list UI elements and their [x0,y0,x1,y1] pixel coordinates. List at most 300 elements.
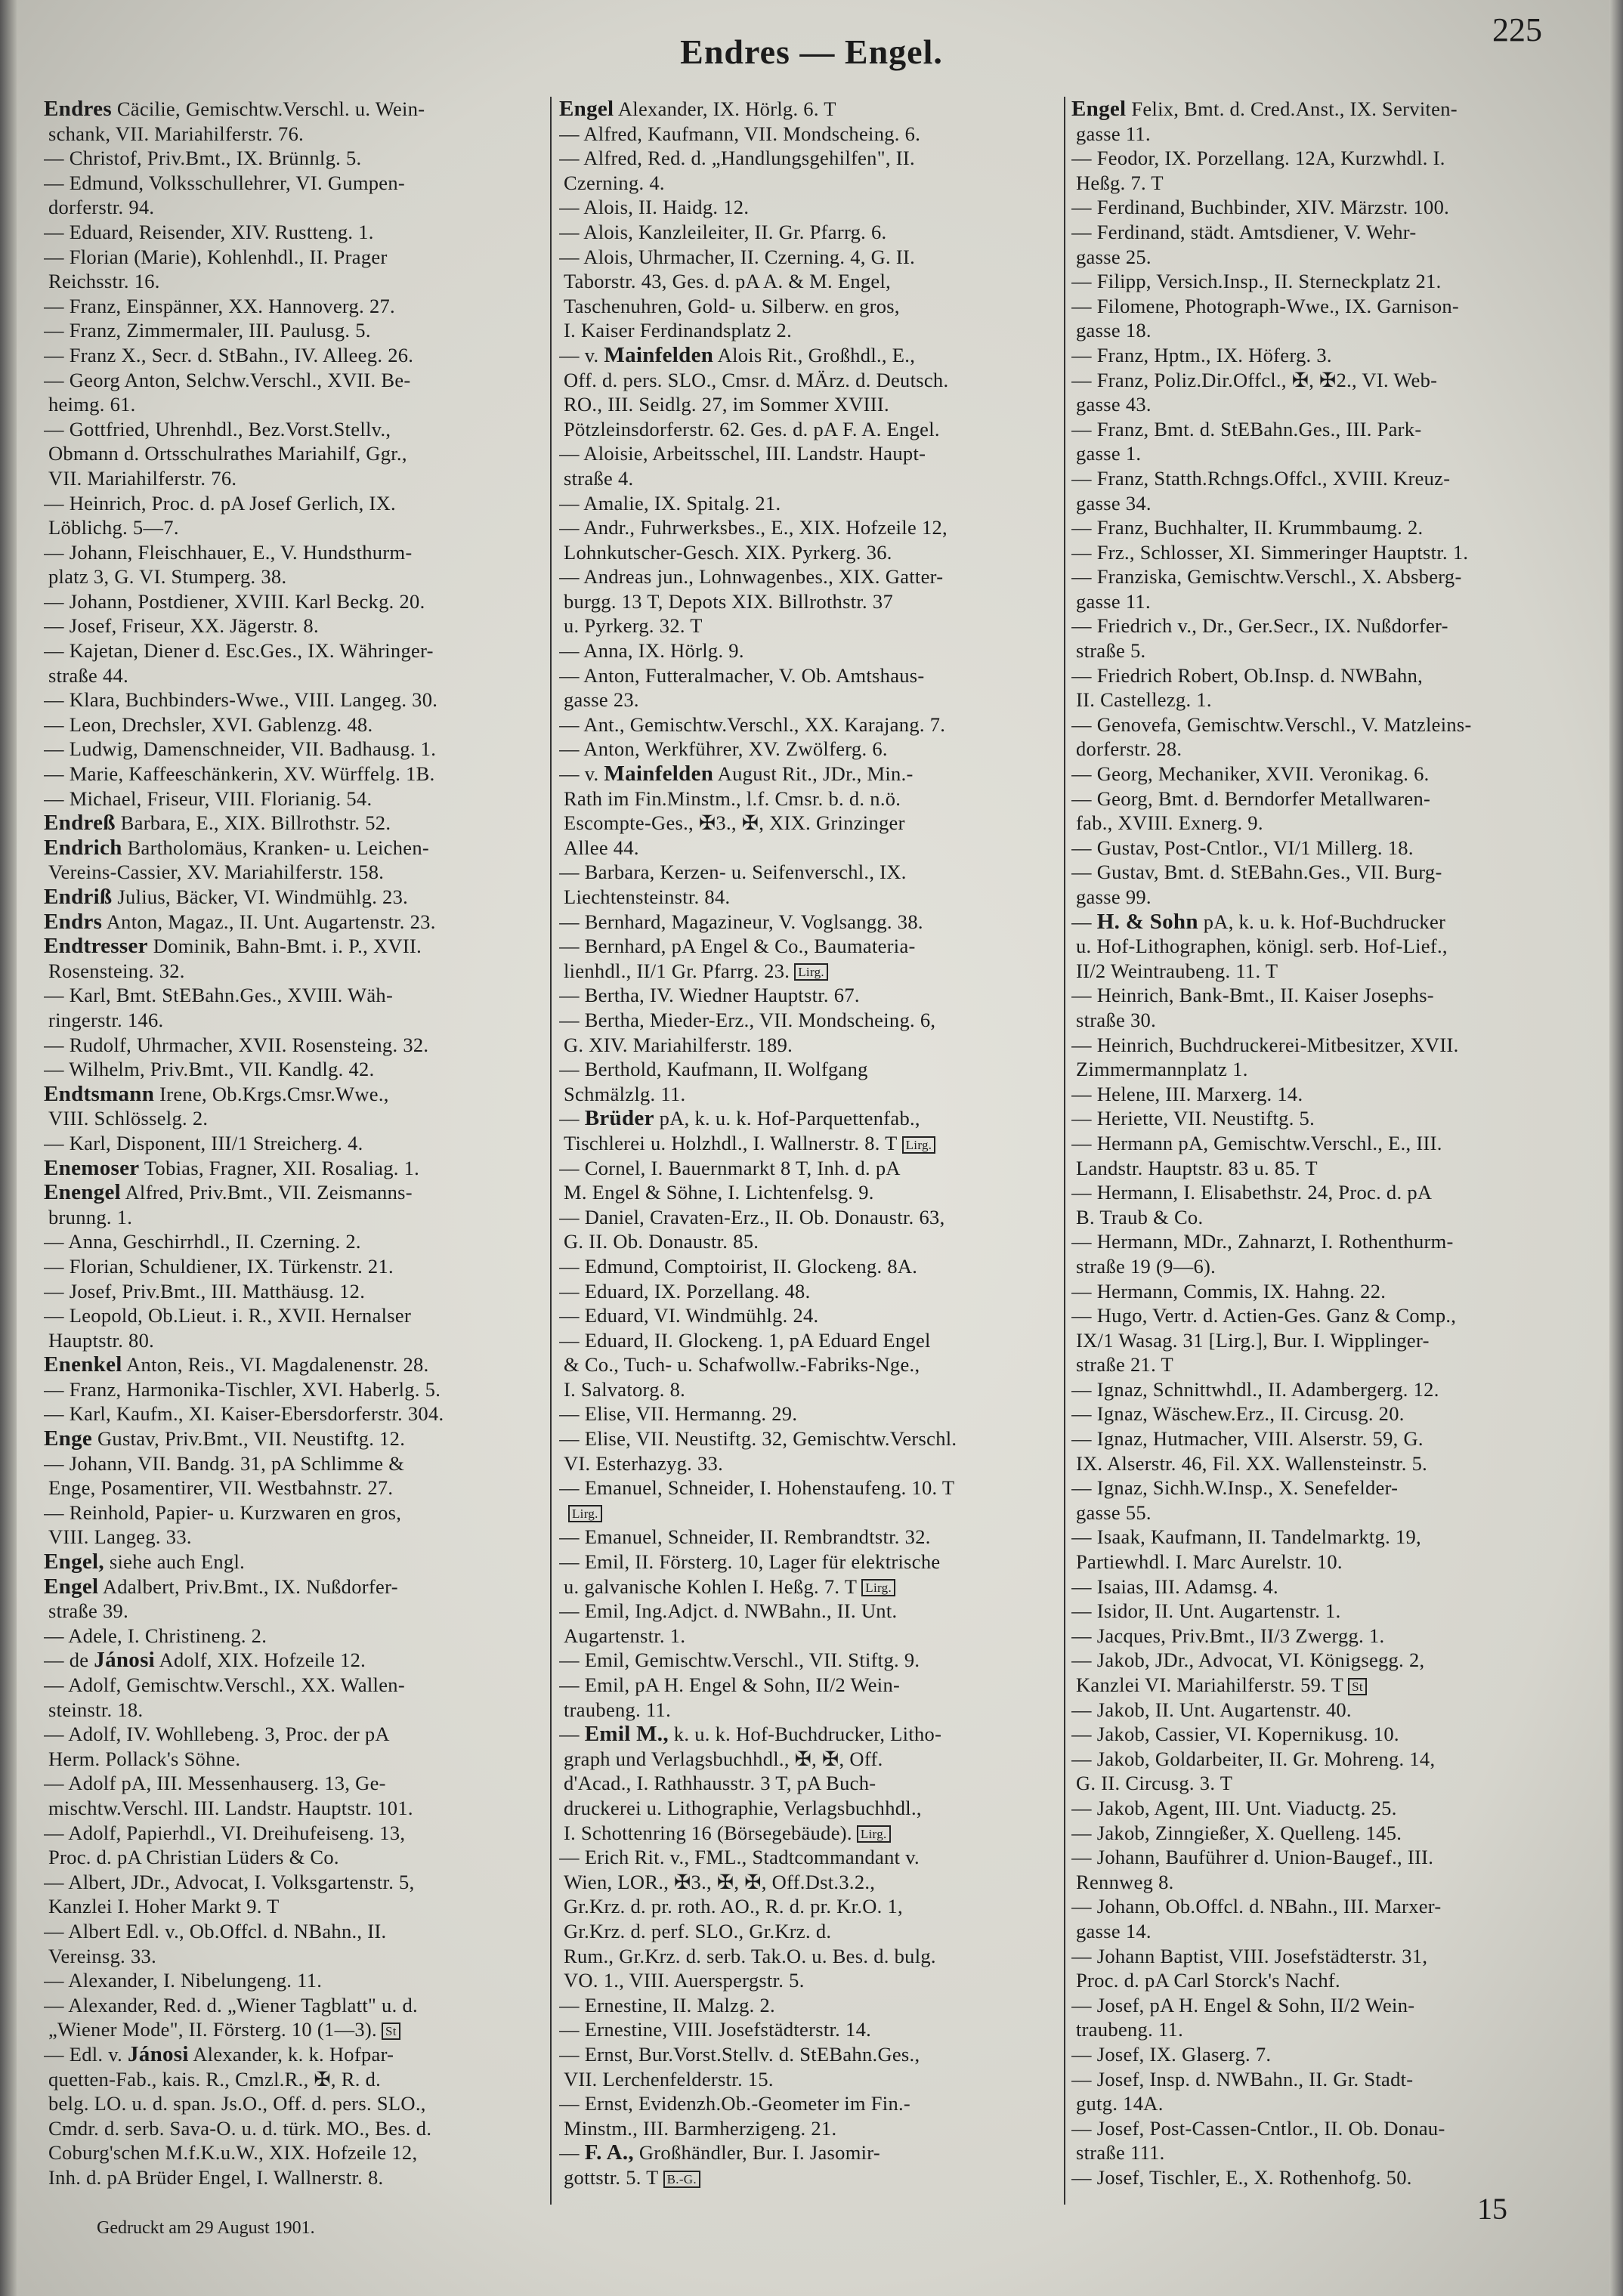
entry-text: VII. Mariahilferstr. 76. [48,466,237,490]
entry-text: — Johann, Bauführer d. Union-Baugef., III. [1071,1846,1434,1869]
entry-text: Dominik, Bahn-Bmt. i. P., XVII. [147,935,422,958]
directory-line [559,638,1062,663]
directory-line [44,1156,546,1181]
directory-line [1071,1401,1578,1426]
directory-line [1071,515,1578,540]
directory-line [44,1106,546,1131]
entry-text: — Franz, Poliz.Dir.Offcl., ✠, ✠2., VI. Web- [1071,368,1438,391]
entry-text: Anton, Magaz., II. Unt. Augartenstr. 23. [102,910,436,933]
entry-text: — Jakob, II. Unt. Augartenstr. 40. [1071,1698,1352,1721]
entry-text: u. galvanische Kohlen I. Heßg. 7. T [564,1574,858,1598]
entry-text: VO. 1., VIII. Auerspergstr. 5. [564,1969,805,1992]
column-divider [550,97,552,2205]
entry-text: August Rit., JDr., Min.- [713,762,914,786]
entry-text: Rosensteing. 32. [48,959,185,982]
directory-line [44,959,546,984]
directory-line [1071,786,1578,811]
directory-line [559,959,1062,984]
directory-line [44,836,546,861]
directory-line [44,417,546,442]
directory-line [1071,564,1578,589]
entry-prefix: — [559,2141,585,2165]
directory-line [559,983,1062,1008]
directory-line [559,245,1062,270]
entry-text: dorferstr. 94. [48,196,155,219]
directory-line [559,1254,1062,1279]
directory-line [44,2116,546,2141]
entry-text: — Albert Edl. v., Ob.Offcl. d. NBahn., II. [44,1919,387,1942]
directory-line [44,1131,546,1156]
directory-line [1071,368,1578,393]
surname-heading: Enemoser [44,1155,140,1180]
directory-line [44,1279,546,1304]
directory-line [1071,466,1578,491]
entry-text: — Anton, Werkführer, XV. Zwölferg. 6. [559,737,888,761]
directory-line [559,1279,1062,1304]
entry-text: pA, k. u. k. Hof-Buchdrucker [1198,910,1446,933]
category-mark: Lirg. [568,1505,602,1522]
directory-line [44,564,546,589]
directory-line [1071,860,1578,885]
entry-text: Enge, Posamentirer, VII. Westbahnstr. 27. [48,1476,394,1500]
directory-line [559,1451,1062,1476]
directory-line [1071,146,1578,171]
directory-line [1071,811,1578,836]
directory-line [559,97,1062,122]
directory-line [559,1968,1062,1993]
directory-line [1071,2165,1578,2190]
directory-line [1071,836,1578,861]
surname-heading: Engel [559,97,614,121]
entry-text: — Florian, Schuldiener, IX. Türkenstr. 21. [44,1254,394,1278]
entry-text: Rennweg 8. [1076,1870,1174,1893]
directory-line [44,318,546,343]
entry-text: IX. Alserstr. 46, Fil. XX. Wallensteinstr. 5. [1076,1451,1428,1475]
entry-text: — Franz X., Secr. d. StBahn., IV. Alleeg. 26. [44,343,414,366]
entry-text: — Ernestine, VIII. Josefstädterstr. 14. [559,2018,872,2041]
page-number: 225 [1492,11,1542,48]
directory-line [44,146,546,171]
entry-text: Czerning. 4. [564,171,665,194]
entry-text: — Emanuel, Schneider, II. Rembrandtstr. 32. [559,1525,931,1549]
entry-text: — Jacques, Priv.Bmt., II/3 Zwergg. 1. [1071,1624,1385,1647]
entry-text: u. Hof-Lithographen, königl. serb. Hof-Lief., [1076,935,1448,958]
entry-text: straße 44. [48,663,129,687]
directory-line [44,1401,546,1426]
directory-line [559,910,1062,935]
directory-line [559,1747,1062,1772]
entry-text: — Georg Anton, Selchw.Verschl., XVII. Be- [44,368,411,391]
directory-line [44,515,546,540]
entry-text: Alois Rit., Großhdl., E., [713,343,916,366]
directory-line [559,195,1062,220]
directory-line [1071,613,1578,638]
directory-line [1071,1476,1578,1500]
directory-line [1071,1648,1578,1673]
entry-text: — Adolf, Papierhdl., VI. Dreihufeiseng. 13, [44,1821,406,1844]
directory-line [559,1033,1062,1058]
directory-line [1071,2116,1578,2141]
entry-text: — Josef, Tischler, E., X. Rothenhofg. 50. [1071,2165,1412,2189]
directory-line [44,392,546,417]
entry-text: — Barbara, Kerzen- u. Seifenverschl., IX. [559,861,907,884]
directory-line [44,97,546,122]
directory-line [1071,1082,1578,1107]
entry-text: VII. Lerchenfelderstr. 15. [564,2067,774,2091]
entry-text: druckerei u. Lithographie, Verlagsbuchhdl., [564,1796,922,1819]
surname-heading: Endtresser [44,934,148,959]
entry-text: — Emil, Gemischtw.Verschl., VII. Stiftg. 9. [559,1649,920,1672]
directory-line [44,2067,546,2092]
entry-text: quetten-Fab., kais. R., Cmzl.R., ✠, R. d. [48,2067,382,2091]
entry-text: — Michael, Friseur, VIII. Florianig. 54. [44,786,373,810]
entry-text: — Andreas jun., Lohnwagenbes., XIX. Gatter- [559,565,944,589]
directory-line [559,441,1062,466]
entry-prefix: — Edl. v. [44,2042,128,2066]
directory-line [1071,885,1578,910]
directory-line [559,146,1062,171]
entry-text: — Franziska, Gemischtw.Verschl., X. Absberg- [1071,565,1462,589]
entry-text: — Heinrich, Buchdruckerei-Mitbesitzer, XVII. [1071,1033,1459,1056]
directory-line [44,1303,546,1328]
surname-heading: Endreß [44,811,116,836]
category-mark: Lirg. [794,963,828,981]
entry-text: — Ernestine, II. Malzg. 2. [559,1993,775,2016]
entry-text: straße 21. T [1076,1353,1173,1377]
entry-text: — Franz, Zimmermaler, III. Paulusg. 5. [44,319,371,342]
directory-line [44,2140,546,2165]
directory-line [559,2140,1062,2165]
entry-text: graph und Verlagsbuchhdl., ✠, ✠, Off. [564,1747,883,1770]
entry-text: — Heinrich, Proc. d. pA Josef Gerlich, IX. [44,491,396,515]
directory-line [44,1993,546,2018]
entry-text: — Bernhard, Magazineur, V. Voglsangg. 38. [559,910,923,933]
entry-text: — Daniel, Cravaten-Erz., II. Ob. Donaustr. 63, [559,1205,945,1228]
entry-text: brunng. 1. [48,1205,133,1228]
directory-line [1071,392,1578,417]
directory-line [559,589,1062,614]
directory-line [44,1747,546,1772]
directory-line [1071,1451,1578,1476]
entry-prefix: — v. [559,343,604,366]
entry-text: — Ignaz, Sichh.W.Insp., X. Senefelder- [1071,1476,1399,1500]
entry-text: — Bernhard, pA Engel & Co., Baumateria- [559,935,916,958]
entry-text: — Albert, JDr., Advocat, I. Volksgartenstr. 5, [44,1870,415,1893]
directory-line [44,1205,546,1230]
entry-text: — Alois, Uhrmacher, II. Czerning. 4, G. II. [559,245,916,268]
directory-line [559,1426,1062,1451]
directory-line [559,1648,1062,1673]
directory-line [44,1821,546,1846]
directory-line [559,1205,1062,1230]
directory-line [44,688,546,712]
entry-text: Cmdr. d. serb. Sava-O. u. d. türk. MO., Bes. d. [48,2116,432,2140]
entry-text: Augartenstr. 1. [564,1624,686,1647]
entry-text: Herm. Pollack's Söhne. [48,1747,241,1770]
entry-text: Irene, Ob.Krgs.Cmsr.Wwe., [154,1082,389,1105]
directory-line [44,663,546,688]
entry-text: — Karl, Disponent, III/1 Streicherg. 4. [44,1131,363,1154]
entry-text: — Johann, Postdiener, XVIII. Karl Beckg. 20. [44,589,425,613]
entry-text: — Josef, Priv.Bmt., III. Matthäusg. 12. [44,1279,366,1303]
directory-line [559,1993,1062,2018]
entry-text: — Friedrich v., Dr., Ger.Secr., IX. Nußdorfer- [1071,614,1448,638]
entry-text: II/2 Weintraubeng. 11. T [1076,959,1278,982]
directory-line [1071,220,1578,245]
directory-line [44,1599,546,1624]
directory-line [559,515,1062,540]
directory-column-3 [1071,97,1578,2189]
directory-line [559,1131,1062,1156]
directory-line [1071,491,1578,516]
directory-line [1071,269,1578,294]
directory-line [1071,934,1578,959]
directory-line [44,1894,546,1919]
directory-line [559,2116,1062,2141]
entry-text: — Aloisie, Arbeitsschel, III. Landstr. Haupt- [559,442,926,465]
directory-line [559,1599,1062,1624]
entry-prefix: — de [44,1649,94,1672]
entry-text: — Kajetan, Diener d. Esc.Ges., IX. Währinger- [44,639,434,663]
directory-line [1071,318,1578,343]
directory-line [44,1698,546,1723]
entry-text: — Johann, Ob.Offcl. d. NBahn., III. Marxer- [1071,1895,1442,1918]
category-mark: Lirg. [857,1825,891,1843]
directory-line [559,712,1062,737]
entry-text: — Leon, Drechsler, XVI. Gablenzg. 48. [44,712,373,736]
entry-text: Vereins-Cassier, XV. Mariahilferstr. 158. [48,861,385,884]
entry-text: Taborstr. 43, Ges. d. pA A. & M. Engel, [564,270,892,293]
surname-heading: Brüder [584,1106,654,1131]
directory-line [559,885,1062,910]
entry-text: Kanzlei VI. Mariahilferstr. 59. T [1076,1673,1344,1696]
directory-line [44,1476,546,1500]
entry-text: „Wiener Mode", II. Försterg. 10 (1—3). [48,2018,377,2041]
entry-text: gasse 43. [1076,393,1152,416]
directory-line [559,663,1062,688]
directory-line [559,1106,1062,1131]
directory-line [44,1180,546,1205]
directory-line [44,1377,546,1402]
column-divider [1064,97,1065,2205]
entry-text: Landstr. Hauptstr. 83 u. 85. T [1076,1156,1318,1179]
entry-text: B. Traub & Co. [1076,1205,1204,1228]
directory-line [1071,1205,1578,1230]
entry-text: — Ignaz, Hutmacher, VIII. Alserstr. 59, G. [1071,1427,1424,1451]
directory-line [559,1156,1062,1181]
entry-text: gasse 1. [1076,442,1142,465]
entry-text: — Christof, Priv.Bmt., IX. Brünnlg. 5. [44,147,362,170]
entry-text: — Cornel, I. Bauernmarkt 8 T, Inh. d. pA [559,1156,901,1179]
entry-text: — Reinhold, Papier- u. Kurzwaren en gros, [44,1500,402,1524]
directory-line [1071,1328,1578,1353]
directory-line [559,171,1062,196]
entry-text: mischtw.Verschl. III. Landstr. Hauptstr. 101. [48,1796,413,1819]
entry-text: Taschenuhren, Gold- u. Silberw. en gros, [564,294,900,317]
directory-line [44,934,546,959]
directory-line [1071,1993,1578,2018]
entry-text: — Hermann pA, Gemischtw.Verschl., E., III. [1071,1131,1442,1154]
surname-heading: Mainfelden [604,342,714,367]
entry-text: Alexander, k. k. Hofpar- [188,2042,394,2066]
entry-text: — Emanuel, Schneider, I. Hohenstaufeng. 10. T [559,1476,955,1500]
entry-text: gottstr. 5. T [564,2165,659,2189]
entry-text: — Adele, I. Christineng. 2. [44,1624,267,1647]
entry-text: — Josef, IX. Glaserg. 7. [1071,2042,1272,2066]
entry-text: — Friedrich Robert, Ob.Insp. d. NWBahn, [1071,663,1424,687]
entry-text: pA, k. u. k. Hof-Parquettenfab., [654,1107,920,1130]
entry-text: G. XIV. Mariahilferstr. 189. [564,1033,793,1056]
directory-line [44,441,546,466]
entry-text: — Hermann, I. Elisabethstr. 24, Proc. d. pA [1071,1181,1433,1204]
entry-text: — Eduard, Reisender, XIV. Rustteng. 1. [44,220,374,243]
directory-line [1071,171,1578,196]
entry-text: — Alois, II. Haidg. 12. [559,196,750,219]
directory-line [44,1082,546,1107]
entry-text: gasse 25. [1076,245,1152,268]
entry-text: — Heinrich, Bank-Bmt., II. Kaiser Josephs- [1071,984,1434,1007]
entry-text: — Johann, VII. Bandg. 31, pA Schlimme & [44,1451,405,1475]
entry-text: — Jakob, Cassier, VI. Kopernikusg. 10. [1071,1723,1399,1746]
directory-line [44,1673,546,1698]
entry-text: G. II. Ob. Donaustr. 85. [564,1230,759,1253]
entry-text: gasse 11. [1076,122,1151,145]
directory-line [559,1057,1062,1082]
directory-line [44,1550,546,1574]
entry-text: Bartholomäus, Kranken- u. Leichen- [122,836,430,859]
entry-text: — Franz, Buchhalter, II. Krummbaumg. 2. [1071,516,1424,539]
entry-text: Kanzlei I. Hoher Markt 9. T [48,1895,280,1918]
entry-text: gasse 55. [1076,1500,1152,1524]
directory-line [44,466,546,491]
entry-text: Alfred, Priv.Bmt., VII. Zeismanns- [121,1181,413,1204]
entry-text: — Filipp, Versich.Insp., II. Sterneckplatz 21. [1071,270,1442,293]
entry-text: — Emil, II. Försterg. 10, Lager für elektrische [559,1550,941,1574]
entry-text: I. Salvatorg. 8. [564,1377,686,1401]
entry-text: — Johann Baptist, VIII. Josefstädterstr. 31, [1071,1944,1428,1967]
entry-text: heimg. 61. [48,393,136,416]
entry-text: schank, VII. Mariahilferstr. 76. [48,122,305,145]
entry-text: straße 19 (9—6). [1076,1254,1216,1278]
directory-line [1071,2017,1578,2042]
surname-heading: Jánosi [127,2041,189,2066]
entry-text: — Ferdinand, städt. Amtsdiener, V. Wehr- [1071,220,1417,243]
entry-text: — Alexander, Red. d. „Wiener Tagblatt" u. d. [44,1993,418,2016]
entry-text: Cäcilie, Gemischtw.Verschl. u. Wein- [111,97,425,120]
surname-heading: Engel, [44,1550,104,1574]
directory-line [1071,712,1578,737]
entry-text: gasse 14. [1076,1919,1152,1942]
directory-line [559,2091,1062,2116]
entry-text: RO., III. Seidlg. 27, im Sommer XVIII. [564,393,889,416]
directory-line [1071,441,1578,466]
entry-text: — Wilhelm, Priv.Bmt., VII. Kandlg. 42. [44,1058,375,1081]
directory-line [44,762,546,786]
entry-text: — Erich Rit. v., FML., Stadtcommandant v. [559,1846,920,1869]
entry-prefix: — [559,1107,585,1130]
directory-line [44,1919,546,1944]
entry-text: & Co., Tuch- u. Schafwollw.-Fabriks-Nge., [564,1353,920,1377]
entry-text: gasse 23. [564,688,639,712]
entry-text: belg. LO. u. d. span. Js.O., Off. d. pers. SLO., [48,2092,426,2115]
entry-text: Felix, Bmt. d. Cred.Anst., IX. Serviten- [1126,97,1458,120]
directory-line [44,811,546,836]
directory-line [44,1574,546,1599]
entry-text: Obmann d. Ortsschulrathes Mariahilf, Ggr., [48,442,407,465]
entry-text: Wien, LOR., ✠3., ✠, ✠, Off.Dst.3.2., [564,1870,876,1893]
directory-line [1071,1919,1578,1944]
entry-text: fab., XVIII. Exnerg. 9. [1076,811,1263,835]
directory-line [1071,195,1578,220]
entry-text: IX/1 Wasag. 31 [Lirg.], Bur. I. Wipplinger- [1076,1328,1430,1352]
directory-line [559,1821,1062,1846]
category-mark: B.-G. [663,2171,700,2188]
entry-text: siehe auch Engl. [104,1550,246,1574]
surname-heading: Endrich [44,835,122,860]
directory-line [44,737,546,762]
entry-text: Minstm., III. Barmherzigeng. 21. [564,2116,837,2140]
directory-line [1071,1500,1578,1525]
surname-heading: F. A., [584,2140,634,2165]
directory-line [44,1968,546,1993]
entry-text: — Franz, Statth.Rchngs.Offcl., XVIII. Kreuz- [1071,466,1451,490]
directory-line [1071,1254,1578,1279]
directory-line [1071,1624,1578,1649]
entry-text: — Florian (Marie), Kohlenhdl., II. Prager [44,245,388,268]
directory-line [559,1624,1062,1649]
directory-line [559,1574,1062,1599]
entry-text: — Berthold, Kaufmann, II. Wolfgang [559,1058,868,1081]
directory-line [1071,1574,1578,1599]
sheet-signature: 15 [1477,2192,1507,2226]
directory-line [1071,2091,1578,2116]
directory-line [1071,1525,1578,1550]
directory-line [559,613,1062,638]
directory-line [44,269,546,294]
entry-text: straße 5. [1076,639,1146,663]
directory-line [559,1771,1062,1796]
entry-prefix: — v. [559,762,604,786]
entry-text: — Emil, Ing.Adjct. d. NWBahn., II. Unt. [559,1599,898,1623]
entry-text: — Ernst, Evidenzh.Ob.-Geometer im Fin.- [559,2092,911,2115]
entry-text: gasse 11. [1076,589,1151,613]
directory-column-2 [559,97,1062,2189]
entry-prefix: — [559,1723,585,1746]
directory-line [559,688,1062,712]
entry-text: — Josef, pA H. Engel & Sohn, II/2 Wein- [1071,1993,1415,2016]
entry-text: — Elise, VII. Neustiftg. 32, Gemischtw.Verschl. [559,1427,957,1451]
entry-text: — Eduard, II. Glockeng. 1, pA Eduard Engel [559,1328,931,1352]
directory-line [559,122,1062,147]
entry-text: — Georg, Bmt. d. Berndorfer Metallwaren- [1071,786,1431,810]
directory-line [44,1352,546,1377]
entry-text: Reichsstr. 16. [48,270,160,293]
entry-text: Liechtensteinstr. 84. [564,885,731,908]
entry-text: Alexander, IX. Hörlg. 6. T [614,97,836,120]
entry-text: — Isidor, II. Unt. Augartenstr. 1. [1071,1599,1341,1623]
directory-line [44,2042,546,2067]
entry-text: VIII. Schlösselg. 2. [48,1107,209,1130]
entry-text: — Anna, Geschirrhdl., II. Czerning. 2. [44,1230,361,1253]
directory-line [1071,1870,1578,1895]
directory-line [44,540,546,565]
directory-line [1071,1796,1578,1821]
entry-text: — Genovefa, Gemischtw.Verschl., V. Matzleins- [1071,712,1472,736]
directory-line [44,2017,546,2042]
entry-text: Coburg'schen M.f.K.u.W., XIX. Hofzeile 12, [48,2141,418,2165]
entry-text: k. u. k. Hof-Buchdrucker, Litho- [668,1723,942,1746]
directory-line [559,2067,1062,2092]
